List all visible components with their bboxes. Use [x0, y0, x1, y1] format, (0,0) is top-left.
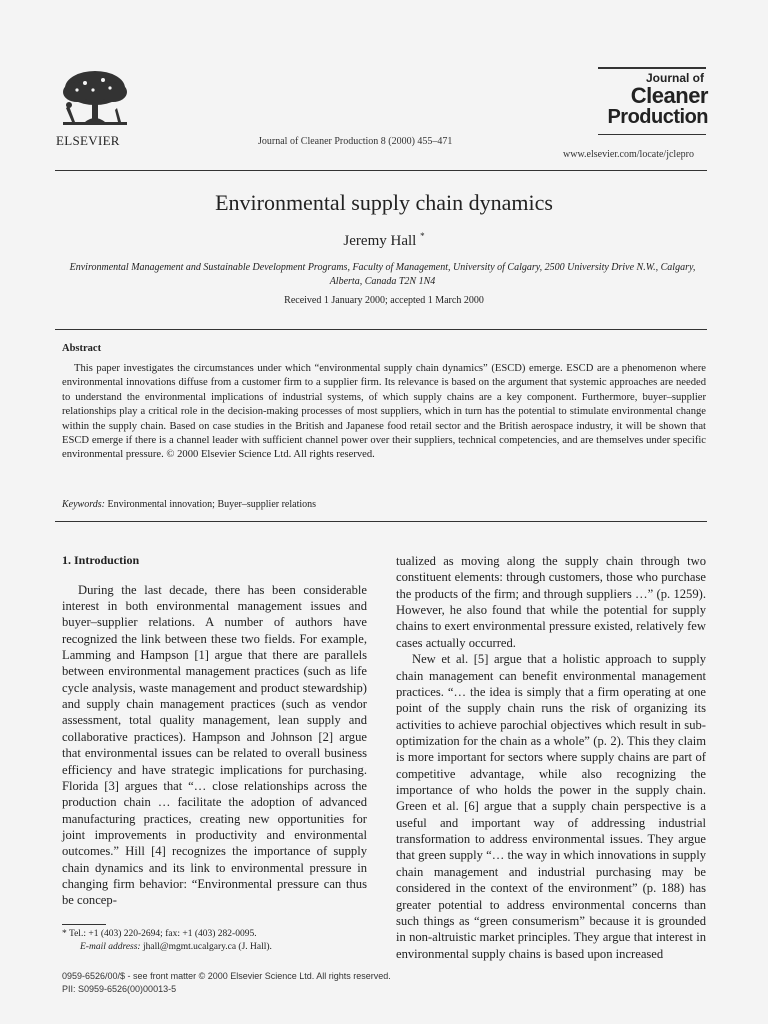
- article-title: Environmental supply chain dynamics: [215, 190, 553, 215]
- keywords-label: Keywords:: [62, 499, 105, 510]
- copyright-block: [62, 970, 391, 996]
- right-column: [396, 553, 706, 962]
- logo-bottom-rule: [598, 134, 706, 135]
- header-divider: [55, 170, 707, 171]
- journal-logo-line2: Cleaner: [630, 83, 708, 108]
- footnote-rule: [62, 924, 106, 925]
- elsevier-tree-logo: [55, 68, 135, 132]
- abstract-heading: Abstract: [62, 343, 102, 354]
- keywords-line: [62, 499, 316, 510]
- email-label: E-mail address:: [80, 942, 141, 953]
- received-dates: Received 1 January 2000; accepted 1 March 2000: [284, 295, 484, 306]
- abstract-bottom-rule: [55, 521, 707, 522]
- footnote-contact: * Tel.: +1 (403) 220-2694; fax: +1 (403) 282-0095.: [62, 929, 257, 939]
- footnote-email-line: [62, 941, 382, 954]
- author-line: [0, 231, 768, 250]
- author-footnote: [62, 928, 382, 955]
- paragraph: During the last decade, there has been considerable interest in both environmental management issues and buyer–supplier relations. A number of authors have recognized the link between these two fields. For example, Lamming and Hampson [1] argue that there are parallels between environmental management practices (such as life cycle analysis, waste management and product stewardship) and supply chain management practices (such as vendor assessment, total quality management, lean supply and collaborative practices). Hampson and Johnson [2] argue that environmental issues can be related to overall business efficiency and have strategic implications for purchasing. Florida [3] argues that “… close relationships across the production chain … facilitate the adoption of advanced manufacturing practices, creating new opportunities for joint improvements in productivity and environmental outcomes.” Hill [4] recognizes the importance of supply chain dynamics and its link to environmental pressure in changing firm behavior: “Environmental pressure can thus be concep-: [62, 582, 367, 908]
- author-footnote-mark[interactable]: *: [420, 231, 425, 241]
- abstract-text: This paper investigates the circumstances under which “environmental supply chain dynamics” (ESCD) emerge. ESCD are a phenomenon where environmental innovations diffuse from a customer firm to a supplier firm. Its relevance is based on the argument that systemic approaches are needed to understand the environmental implications of industrial systems, of which supply chains are a key component. Furthermore, buyer–supplier relationships play a critical role in the decision-making processes of most suppliers, which in turn has the potential to stimulate environmental change within the supply chain. Based on case studies in the British and Japanese food retail sector and the British aerospace industry, it will be shown that ESCD emerge if there is a channel leader with sufficient channel power over their suppliers, technical competencies, and are themselves under specific environmental pressure. © 2000 Elsevier Science Ltd. All rights reserved.: [62, 363, 706, 461]
- left-column: [62, 553, 367, 909]
- paragraph: New et al. [5] argue that a holistic approach to supply chain management can benefit environmental management practices. “… the idea is simply that a firm operating at one point of the supply chain runs the risk of organizing its activities to achieve parochial objectives which result in sub-optimization for the chain as a whole” (p. 2). This they claim is more important for sectors where supply chains are part of competitive advantage, while also recognizing the importance of who holds the power in the supply chain. Green et al. [6] argue that a supply chain perspective is a useful and important way of addressing industrial transformation to address environmental issues. They argue that green supply “… the way in which innovations in supply chain management and industrial purchasing may be considered in the context of the environment” (p. 188) has greater potential to address environmental concerns than such things as “green consumerism” because it is grounded in non-altruistic market principles. They argue that interest in environmental supply chains is based upon increased: [396, 652, 706, 961]
- section-heading: 1. Introduction: [62, 553, 140, 567]
- paragraph-continued: tualized as moving along the supply chain through two constituent elements: through customers, those who purchase the products of the firm; and through suppliers …” (p. 1259). However, he also found that while the potential for supply chains to exert environmental pressure existed, relatively few cases actually occurred.: [396, 554, 706, 650]
- journal-logo-line3: Production: [607, 106, 708, 128]
- logo-top-rule: [598, 67, 706, 69]
- journal-logo: [598, 72, 708, 127]
- author-name: Jeremy Hall: [343, 233, 417, 249]
- journal-logo-line1: Journal of: [645, 71, 704, 85]
- email-address-link[interactable]: jhall@mgmt.ucalgary.ca (J. Hall).: [142, 942, 272, 953]
- journal-url-link[interactable]: www.elsevier.com/locate/jclepro: [563, 149, 694, 160]
- keywords-list: Environmental innovation; Buyer–supplier relations: [107, 499, 317, 510]
- journal-reference: Journal of Cleaner Production 8 (2000) 455–471: [258, 136, 453, 147]
- abstract-top-rule: [55, 329, 707, 330]
- copyright-line: 0959-6526/00/$ - see front matter © 2000 Elsevier Science Ltd. All rights reserved.: [62, 971, 391, 981]
- author-affiliation: Environmental Management and Sustainable Development Programs, Faculty of Management, University of Calgary, 2500 University Drive N.W., Calgary, Alberta, Canada T2N 1N4: [69, 262, 696, 287]
- publisher-name: ELSEVIER: [56, 133, 120, 148]
- pii-line: PII: S0959-6526(00)00013-5: [62, 984, 177, 995]
